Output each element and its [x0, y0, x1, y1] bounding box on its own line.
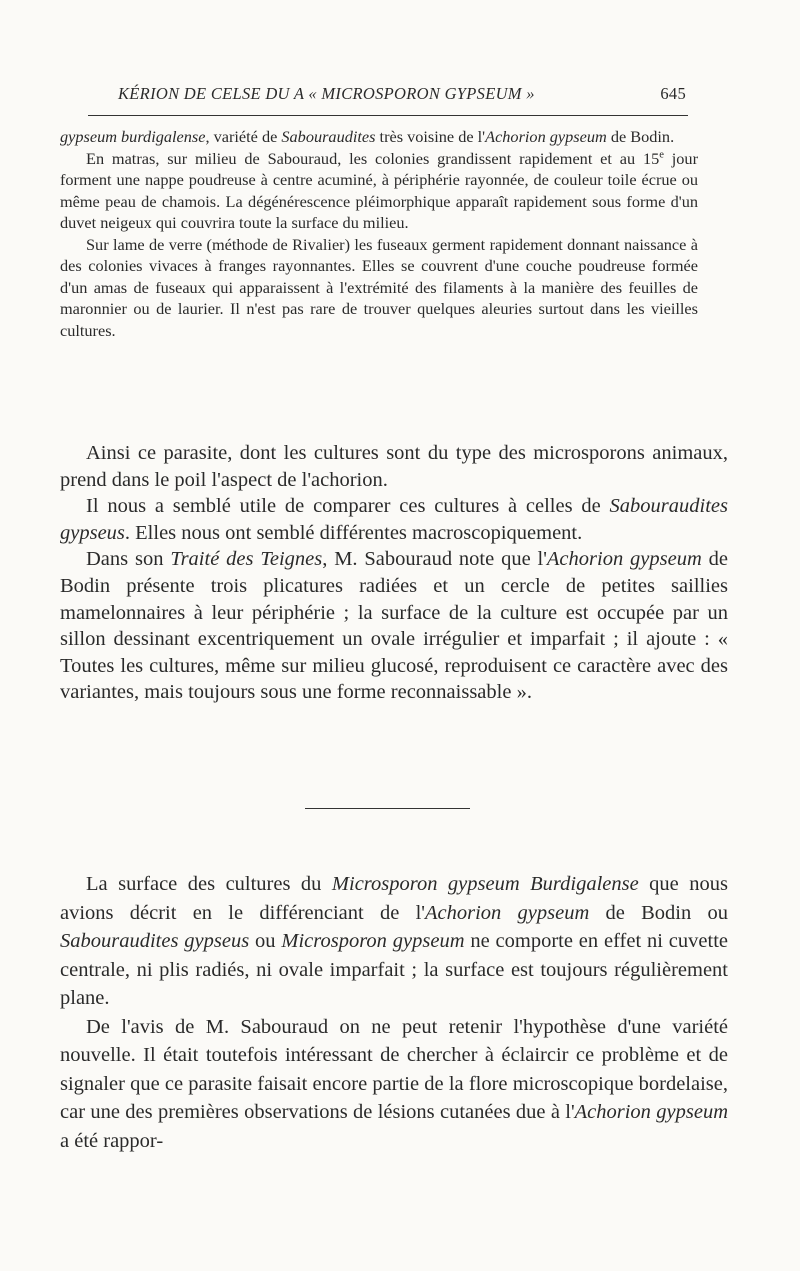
page-number: 645 — [660, 84, 686, 103]
paragraph: Il nous a semblé utile de comparer ces cultures à celles de Sabouraudites gypseus. Elles nous ont semblé différentes macroscopiquement. — [60, 495, 728, 544]
italic-term: Achorion gypseum — [546, 548, 702, 571]
italic-term: Sabouraudites gypseus — [60, 930, 250, 952]
italic-term: Sabouraudites gypseus — [60, 495, 728, 544]
paragraph: En matras, sur milieu de Sabouraud, les colonies grandissent rapidement et au 15e jour forment une nappe poudreuse à centre acuminé, à périphérie rayonnée, de couleur toile écrue ou même peau de chamois. La dégénérescence pléimorphique apparaît rapidement sous forme d'un duvet neigeux qui couvrira toute la surface du milieu. — [60, 148, 698, 232]
superscript: e — [659, 149, 664, 161]
italic-term: Sabouraudites — [281, 127, 376, 146]
header-rule — [88, 115, 688, 116]
paragraph: gypseum burdigalense, variété de Sabouraudites très voisine de l'Achorion gypseum de Bodin. — [60, 127, 675, 146]
paragraph: Dans son Traité des Teignes, M. Sabouraud note que l'Achorion gypseum de Bodin présente trois plicatures radiées et un cercle de petites saillies mamelonnaires à leur périphérie ; la surface de la culture est occupée par un sillon dessinant excentriquement un ovale irrégulier et imparfait ; il ajoute : « Toutes les cultures, même sur milieu glucosé, reproduisent ce caractère avec des variantes, mais toujours sous une forme reconnaissable ». — [60, 548, 728, 704]
italic-term: Achorion gypseum — [424, 901, 590, 924]
small-print-section — [60, 126, 698, 341]
italic-term: Traité des Teignes — [170, 548, 323, 571]
section-separator-rule — [305, 808, 470, 809]
paragraph: Sur lame de verre (méthode de Rivalier) les fuseaux germent rapidement donnant naissance à des colonies vivaces à franges rayonnantes. Elles se couvrent d'une couche poudreuse formée d'un amas de fuseaux qui apparaissent à l'extrémité des filaments à la manière des feuilles de maronnier ou de laurier. Il n'est pas rare de trouver quelques aleuries surtout dans les vieilles cultures. — [60, 234, 698, 340]
running-header — [118, 84, 686, 114]
italic-term: Microsporon gypseum — [281, 930, 465, 952]
paragraph: La surface des cultures du Microsporon gypseum Burdigalense que nous avions décrit en le différenciant de l'Achorion gypseum de Bodin ou Sabouraudites gypseus ou Microsporon gypseum ne comporte en effet ni cuvette centrale, ni plis radiés, ni ovale imparfait ; la surface est toujours régulièrement plane. — [60, 873, 729, 1009]
italic-term: Achorion gypseum — [485, 127, 607, 146]
italic-term: Microsporon gypseum Burdigalense — [331, 873, 639, 895]
paragraph: Ainsi ce parasite, dont les cultures sont du type des microsporons animaux, prend dans le poil l'aspect de l'achorion. — [60, 442, 728, 491]
body-section-1 — [60, 440, 728, 706]
italic-term: gypseum burdigalense — [60, 127, 206, 146]
paragraph: De l'avis de M. Sabouraud on ne peut retenir l'hypothèse d'une variété nouvelle. Il était toutefois intéressant de chercher à éclaircir ce problème et de signaler que ce parasite faisait encore partie de la flore microscopique bordelaise, car une des premières observations de lésions cutanées due à l'Achorion gypseum a été rappor- — [60, 1015, 728, 1152]
italic-term: Achorion gypseum — [574, 1101, 728, 1123]
body-section-2 — [60, 870, 728, 1155]
running-title: KÉRION DE CELSE DU A « MICROSPORON GYPSEUM » — [118, 84, 535, 103]
